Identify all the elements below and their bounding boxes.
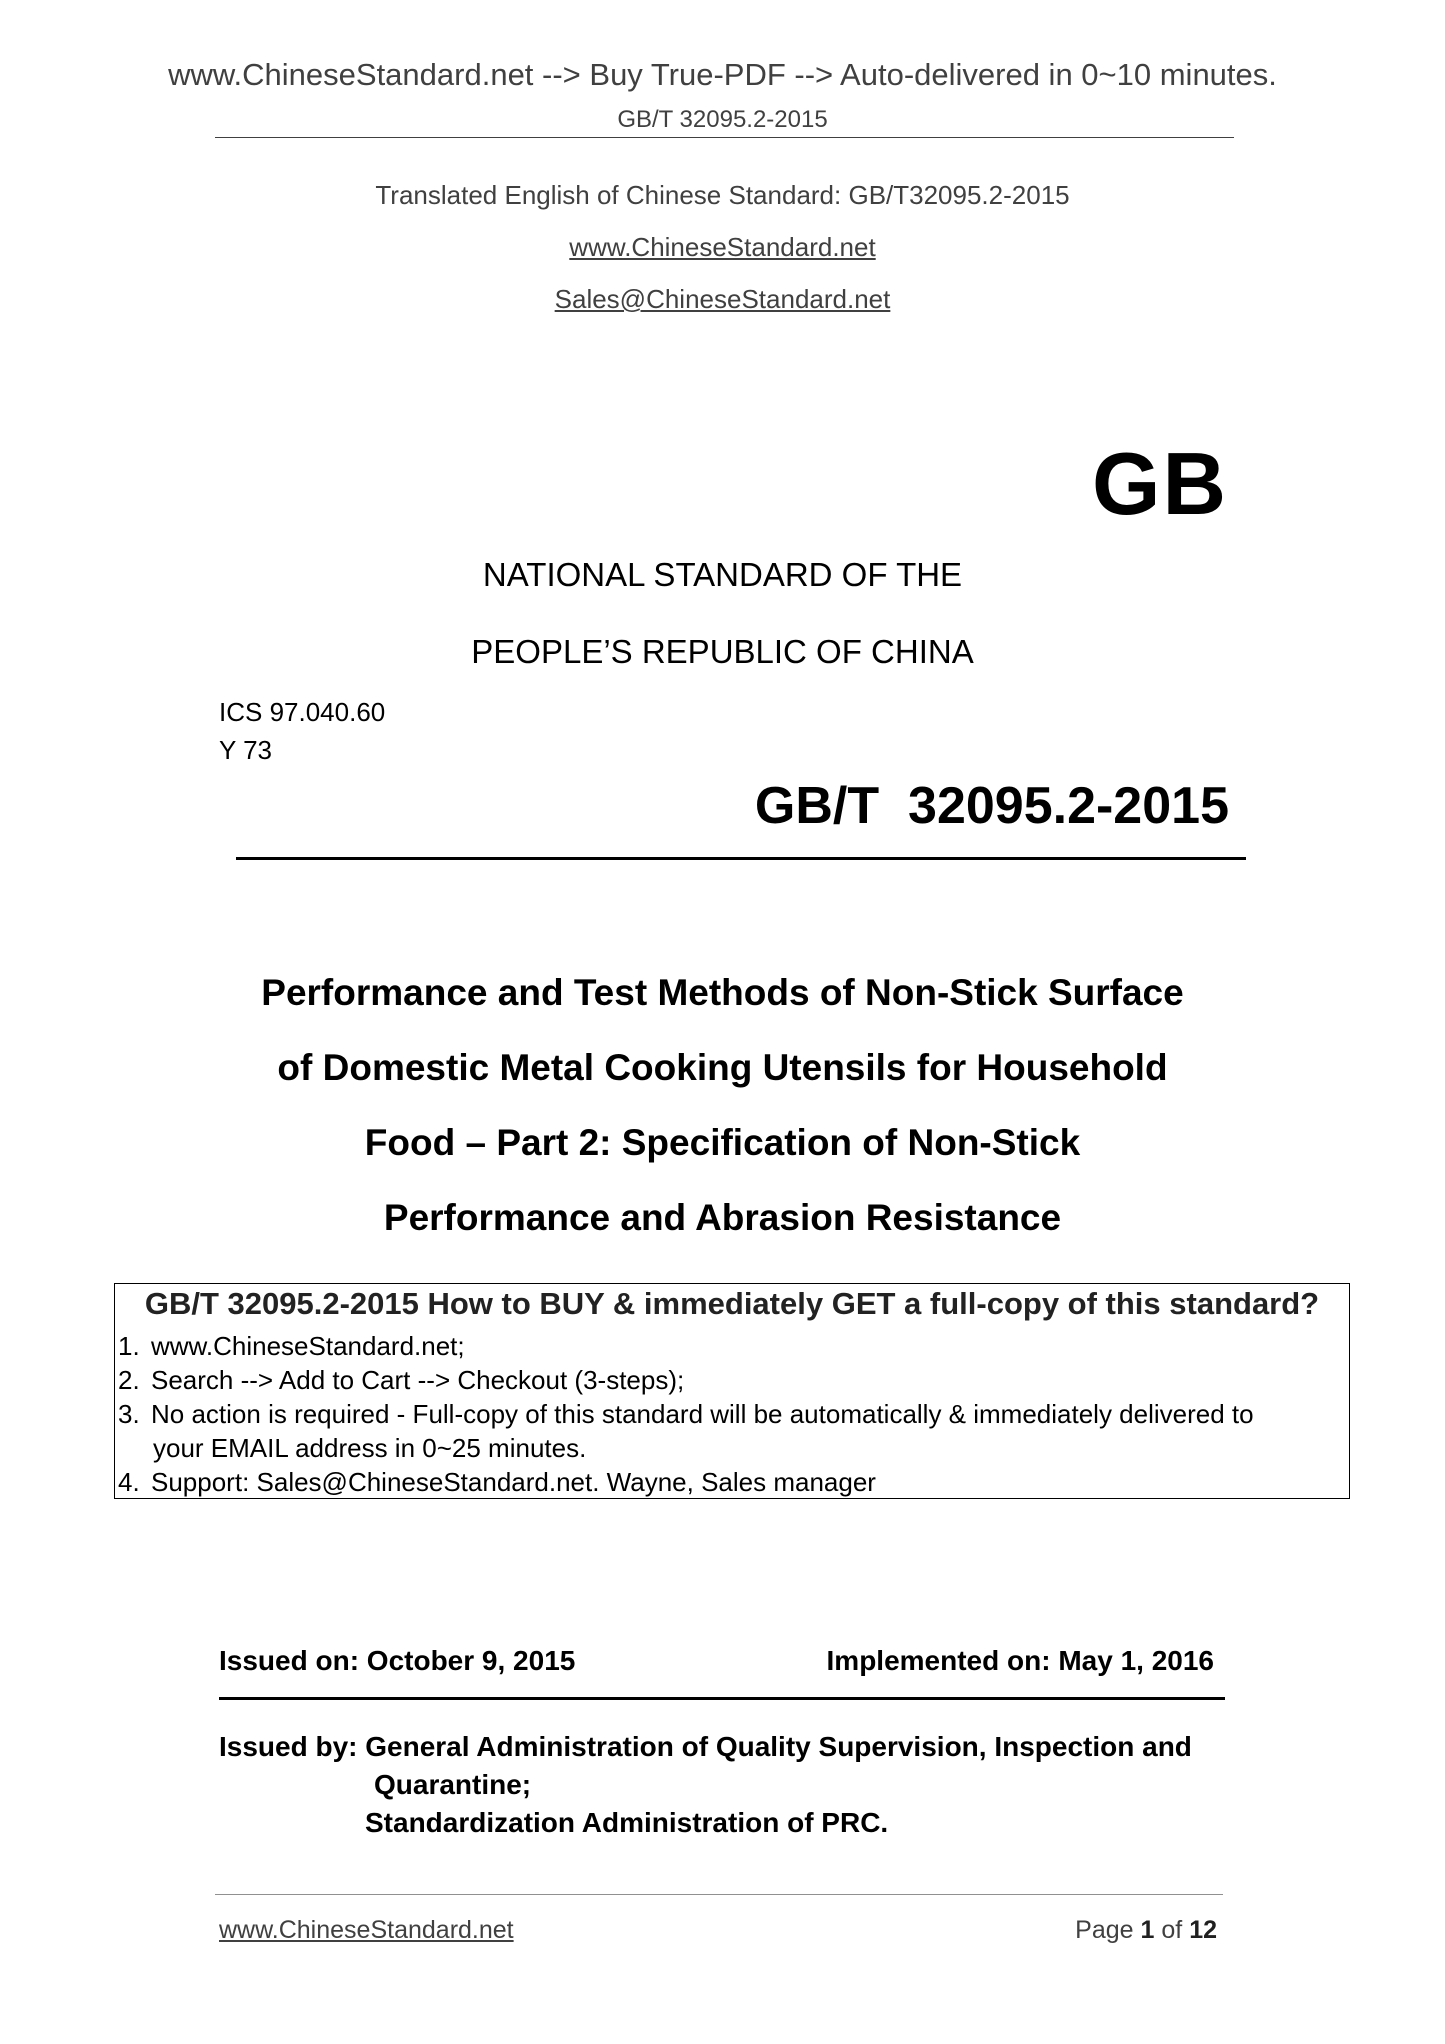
buy-step-number: 3. — [118, 1399, 140, 1429]
issued-on-date: Issued on: October 9, 2015 — [219, 1645, 576, 1676]
buy-step-2 — [118, 1365, 684, 1396]
issued-by-line-1: Issued by: General Administration of Quality Supervision, Inspection and — [219, 1731, 1192, 1762]
buy-box-title: GB/T 32095.2-2015 How to BUY & immediately GET a full-copy of this standard? — [144, 1286, 1320, 1321]
footer-divider — [215, 1894, 1223, 1895]
title-line-2: of Domestic Metal Cooking Utensils for Household — [277, 1047, 1168, 1088]
buy-step-number: 2. — [118, 1365, 140, 1395]
buy-step-text: Support: Sales@ChineseStandard.net. Wayne, Sales manager — [151, 1467, 876, 1497]
buy-instructions-box — [114, 1283, 1350, 1499]
buy-step-text: Search --> Add to Cart --> Checkout (3-steps); — [151, 1365, 685, 1395]
standard-number: GB/T 32095.2-2015 — [754, 777, 1229, 835]
buy-step-4 — [118, 1467, 876, 1498]
page-label: Page — [1075, 1916, 1134, 1944]
national-standard-line-2: PEOPLE’S REPUBLIC OF CHINA — [471, 633, 974, 670]
buy-step-number: 1. — [118, 1331, 140, 1361]
buy-step-text: No action is required - Full-copy of this standard will be automatically & immediately delivered to — [151, 1399, 1254, 1429]
sales-email-link[interactable]: Sales@ChineseStandard.net — [554, 284, 891, 314]
standard-number-divider — [236, 857, 1246, 860]
issued-by-line-2: Quarantine; — [374, 1769, 532, 1800]
classification-code: Y 73 — [219, 735, 273, 765]
page-of-label: of — [1161, 1916, 1183, 1944]
header-divider — [215, 137, 1234, 138]
issued-by-line-3: Standardization Administration of PRC. — [365, 1807, 889, 1838]
buy-step-text[interactable]: www.ChineseStandard.net; — [151, 1331, 465, 1361]
page-indicator — [1075, 1916, 1217, 1945]
footer-site-link[interactable]: www.ChineseStandard.net — [219, 1916, 514, 1944]
title-line-3: Food – Part 2: Specification of Non-Stick — [364, 1122, 1081, 1163]
implemented-on-date: Implemented on: May 1, 2016 — [826, 1645, 1214, 1676]
title-line-1: Performance and Test Methods of Non-Stick Surface — [261, 972, 1184, 1013]
buy-step-3 — [118, 1399, 1254, 1430]
header-banner: www.ChineseStandard.net --> Buy True-PDF --> Auto-delivered in 0~10 minutes. — [168, 57, 1277, 92]
gb-logo: GB — [1092, 434, 1228, 533]
page-current: 1 — [1140, 1916, 1155, 1944]
issue-divider — [219, 1697, 1225, 1700]
translated-line: Translated English of Chinese Standard: GB/T32095.2-2015 — [375, 180, 1070, 210]
page-total: 12 — [1189, 1916, 1217, 1944]
buy-step-number: 4. — [118, 1467, 140, 1497]
national-standard-line-1: NATIONAL STANDARD OF THE — [482, 556, 963, 593]
buy-step-1 — [118, 1331, 465, 1362]
ics-code: ICS 97.040.60 — [219, 697, 386, 727]
site-link[interactable]: www.ChineseStandard.net — [569, 232, 876, 262]
buy-step-3-continuation: your EMAIL address in 0~25 minutes. — [153, 1433, 587, 1463]
header-standard-code: GB/T 32095.2-2015 — [617, 106, 828, 133]
title-line-4: Performance and Abrasion Resistance — [383, 1197, 1062, 1238]
